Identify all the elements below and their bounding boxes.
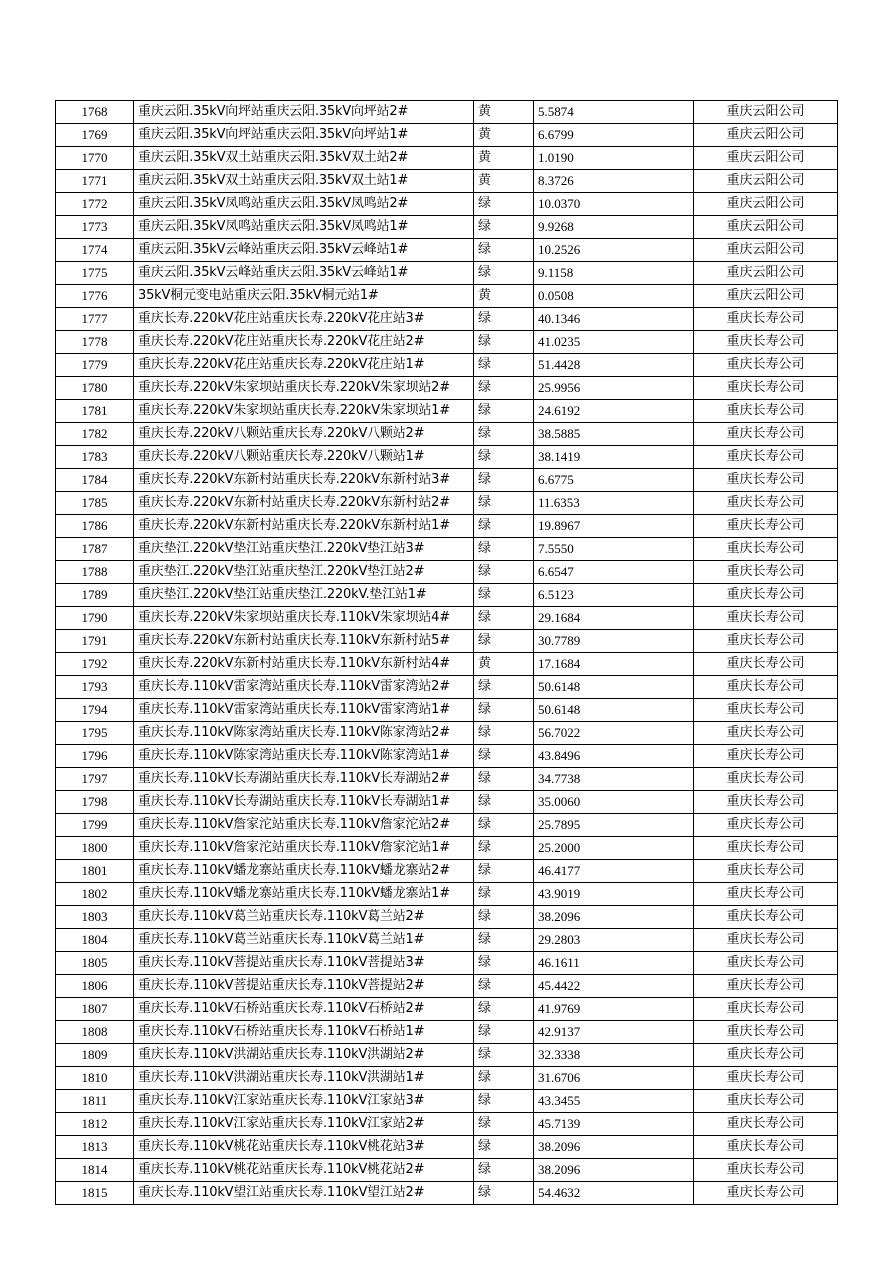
station-name-cell: 重庆云阳.35kV云峰站重庆云阳.35kV云峰站1# <box>134 239 474 262</box>
value-cell: 45.4422 <box>534 975 694 998</box>
table-row <box>56 400 838 423</box>
company-cell: 重庆长寿公司 <box>694 975 838 998</box>
color-status-cell: 绿 <box>474 538 534 561</box>
color-status-cell: 绿 <box>474 377 534 400</box>
table-row <box>56 975 838 998</box>
station-name-cell: 重庆云阳.35kV向坪站重庆云阳.35kV向坪站2# <box>134 101 474 124</box>
table-body <box>56 101 838 1205</box>
value-cell: 10.2526 <box>534 239 694 262</box>
color-status-cell: 绿 <box>474 676 534 699</box>
station-name-cell: 重庆垫江.220kV垫江站重庆垫江.220kV垫江站2# <box>134 561 474 584</box>
station-name-cell: 重庆长寿.110kV江家站重庆长寿.110kV江家站2# <box>134 1113 474 1136</box>
table-row <box>56 101 838 124</box>
row-index-cell: 1798 <box>56 791 134 814</box>
value-cell: 31.6706 <box>534 1067 694 1090</box>
row-index-cell: 1803 <box>56 906 134 929</box>
station-name-cell: 重庆长寿.220kV花庄站重庆长寿.220kV花庄站2# <box>134 331 474 354</box>
value-cell: 35.0060 <box>534 791 694 814</box>
row-index-cell: 1789 <box>56 584 134 607</box>
table-row <box>56 906 838 929</box>
station-name-cell: 重庆长寿.110kV长寿湖站重庆长寿.110kV长寿湖站2# <box>134 768 474 791</box>
value-cell: 30.7789 <box>534 630 694 653</box>
color-status-cell: 绿 <box>474 883 534 906</box>
value-cell: 19.8967 <box>534 515 694 538</box>
company-cell: 重庆长寿公司 <box>694 653 838 676</box>
table-row <box>56 492 838 515</box>
table-row <box>56 1113 838 1136</box>
company-cell: 重庆长寿公司 <box>694 722 838 745</box>
table-row <box>56 561 838 584</box>
table-row <box>56 538 838 561</box>
row-index-cell: 1813 <box>56 1136 134 1159</box>
color-status-cell: 绿 <box>474 354 534 377</box>
row-index-cell: 1807 <box>56 998 134 1021</box>
value-cell: 38.2096 <box>534 1136 694 1159</box>
row-index-cell: 1812 <box>56 1113 134 1136</box>
value-cell: 32.3338 <box>534 1044 694 1067</box>
row-index-cell: 1809 <box>56 1044 134 1067</box>
value-cell: 46.4177 <box>534 860 694 883</box>
company-cell: 重庆长寿公司 <box>694 768 838 791</box>
color-status-cell: 绿 <box>474 607 534 630</box>
color-status-cell: 绿 <box>474 791 534 814</box>
value-cell: 25.9956 <box>534 377 694 400</box>
data-table-container <box>55 100 837 1205</box>
company-cell: 重庆长寿公司 <box>694 492 838 515</box>
company-cell: 重庆长寿公司 <box>694 1021 838 1044</box>
station-name-cell: 重庆垫江.220kV垫江站重庆垫江.220kV.垫江站1# <box>134 584 474 607</box>
company-cell: 重庆长寿公司 <box>694 354 838 377</box>
station-name-cell: 重庆长寿.110kV蟠龙寨站重庆长寿.110kV蟠龙寨站1# <box>134 883 474 906</box>
station-name-cell: 重庆长寿.110kV雷家湾站重庆长寿.110kV雷家湾站2# <box>134 676 474 699</box>
table-row <box>56 423 838 446</box>
value-cell: 10.0370 <box>534 193 694 216</box>
row-index-cell: 1773 <box>56 216 134 239</box>
color-status-cell: 绿 <box>474 423 534 446</box>
row-index-cell: 1793 <box>56 676 134 699</box>
row-index-cell: 1785 <box>56 492 134 515</box>
company-cell: 重庆云阳公司 <box>694 170 838 193</box>
station-name-cell: 重庆长寿.220kV东新村站重庆长寿.110kV东新村站4# <box>134 653 474 676</box>
company-cell: 重庆长寿公司 <box>694 699 838 722</box>
company-cell: 重庆长寿公司 <box>694 791 838 814</box>
station-name-cell: 重庆云阳.35kV双土站重庆云阳.35kV双土站2# <box>134 147 474 170</box>
station-name-cell: 重庆云阳.35kV凤鸣站重庆云阳.35kV凤鸣站1# <box>134 216 474 239</box>
table-row <box>56 676 838 699</box>
table-row <box>56 216 838 239</box>
company-cell: 重庆长寿公司 <box>694 308 838 331</box>
station-name-cell: 重庆长寿.110kV蟠龙寨站重庆长寿.110kV蟠龙寨站2# <box>134 860 474 883</box>
company-cell: 重庆长寿公司 <box>694 607 838 630</box>
value-cell: 43.3455 <box>534 1090 694 1113</box>
value-cell: 41.0235 <box>534 331 694 354</box>
color-status-cell: 绿 <box>474 193 534 216</box>
company-cell: 重庆长寿公司 <box>694 446 838 469</box>
station-name-cell: 重庆长寿.220kV东新村站重庆长寿.220kV东新村站2# <box>134 492 474 515</box>
table-row <box>56 515 838 538</box>
row-index-cell: 1805 <box>56 952 134 975</box>
row-index-cell: 1794 <box>56 699 134 722</box>
color-status-cell: 绿 <box>474 1021 534 1044</box>
table-row <box>56 1182 838 1205</box>
table-row <box>56 1021 838 1044</box>
substation-data-table <box>55 100 838 1205</box>
row-index-cell: 1808 <box>56 1021 134 1044</box>
company-cell: 重庆长寿公司 <box>694 952 838 975</box>
color-status-cell: 绿 <box>474 814 534 837</box>
row-index-cell: 1811 <box>56 1090 134 1113</box>
color-status-cell: 绿 <box>474 1090 534 1113</box>
station-name-cell: 重庆长寿.220kV东新村站重庆长寿.110kV东新村站5# <box>134 630 474 653</box>
table-row <box>56 1136 838 1159</box>
station-name-cell: 重庆云阳.35kV双土站重庆云阳.35kV双土站1# <box>134 170 474 193</box>
station-name-cell: 重庆长寿.110kV洪湖站重庆长寿.110kV洪湖站1# <box>134 1067 474 1090</box>
color-status-cell: 绿 <box>474 929 534 952</box>
color-status-cell: 绿 <box>474 860 534 883</box>
company-cell: 重庆长寿公司 <box>694 630 838 653</box>
value-cell: 46.1611 <box>534 952 694 975</box>
table-row <box>56 331 838 354</box>
color-status-cell: 绿 <box>474 515 534 538</box>
value-cell: 43.8496 <box>534 745 694 768</box>
table-row <box>56 584 838 607</box>
station-name-cell: 重庆长寿.110kV桃花站重庆长寿.110kV桃花站3# <box>134 1136 474 1159</box>
company-cell: 重庆云阳公司 <box>694 239 838 262</box>
station-name-cell: 重庆长寿.220kV八颗站重庆长寿.220kV八颗站1# <box>134 446 474 469</box>
row-index-cell: 1777 <box>56 308 134 331</box>
value-cell: 6.6547 <box>534 561 694 584</box>
color-status-cell: 黄 <box>474 101 534 124</box>
station-name-cell: 重庆长寿.220kV东新村站重庆长寿.220kV东新村站1# <box>134 515 474 538</box>
company-cell: 重庆长寿公司 <box>694 1159 838 1182</box>
row-index-cell: 1772 <box>56 193 134 216</box>
company-cell: 重庆长寿公司 <box>694 1090 838 1113</box>
value-cell: 45.7139 <box>534 1113 694 1136</box>
company-cell: 重庆长寿公司 <box>694 676 838 699</box>
value-cell: 1.0190 <box>534 147 694 170</box>
color-status-cell: 绿 <box>474 331 534 354</box>
row-index-cell: 1780 <box>56 377 134 400</box>
row-index-cell: 1768 <box>56 101 134 124</box>
value-cell: 38.5885 <box>534 423 694 446</box>
table-row <box>56 147 838 170</box>
station-name-cell: 重庆长寿.110kV望江站重庆长寿.110kV望江站2# <box>134 1182 474 1205</box>
company-cell: 重庆长寿公司 <box>694 561 838 584</box>
value-cell: 5.5874 <box>534 101 694 124</box>
value-cell: 56.7022 <box>534 722 694 745</box>
station-name-cell: 重庆云阳.35kV向坪站重庆云阳.35kV向坪站1# <box>134 124 474 147</box>
color-status-cell: 绿 <box>474 699 534 722</box>
value-cell: 38.2096 <box>534 1159 694 1182</box>
value-cell: 24.6192 <box>534 400 694 423</box>
table-row <box>56 837 838 860</box>
station-name-cell: 重庆长寿.110kV詹家沱站重庆长寿.110kV詹家沱站2# <box>134 814 474 837</box>
color-status-cell: 绿 <box>474 262 534 285</box>
table-row <box>56 952 838 975</box>
station-name-cell: 重庆长寿.110kV石桥站重庆长寿.110kV石桥站2# <box>134 998 474 1021</box>
row-index-cell: 1782 <box>56 423 134 446</box>
value-cell: 6.5123 <box>534 584 694 607</box>
value-cell: 11.6353 <box>534 492 694 515</box>
color-status-cell: 绿 <box>474 446 534 469</box>
value-cell: 41.9769 <box>534 998 694 1021</box>
company-cell: 重庆长寿公司 <box>694 515 838 538</box>
station-name-cell: 重庆长寿.110kV桃花站重庆长寿.110kV桃花站2# <box>134 1159 474 1182</box>
station-name-cell: 重庆长寿.110kV葛兰站重庆长寿.110kV葛兰站1# <box>134 929 474 952</box>
table-row <box>56 170 838 193</box>
value-cell: 17.1684 <box>534 653 694 676</box>
color-status-cell: 绿 <box>474 1136 534 1159</box>
value-cell: 6.6775 <box>534 469 694 492</box>
company-cell: 重庆长寿公司 <box>694 469 838 492</box>
company-cell: 重庆云阳公司 <box>694 216 838 239</box>
table-row <box>56 193 838 216</box>
table-row <box>56 929 838 952</box>
row-index-cell: 1781 <box>56 400 134 423</box>
company-cell: 重庆长寿公司 <box>694 538 838 561</box>
table-row <box>56 124 838 147</box>
station-name-cell: 重庆长寿.220kV朱家坝站重庆长寿.110kV朱家坝站4# <box>134 607 474 630</box>
station-name-cell: 重庆长寿.220kV朱家坝站重庆长寿.220kV朱家坝站2# <box>134 377 474 400</box>
station-name-cell: 重庆长寿.220kV八颗站重庆长寿.220kV八颗站2# <box>134 423 474 446</box>
row-index-cell: 1778 <box>56 331 134 354</box>
table-row <box>56 446 838 469</box>
company-cell: 重庆长寿公司 <box>694 837 838 860</box>
company-cell: 重庆长寿公司 <box>694 377 838 400</box>
table-row <box>56 239 838 262</box>
company-cell: 重庆长寿公司 <box>694 1113 838 1136</box>
station-name-cell: 重庆云阳.35kV云峰站重庆云阳.35kV云峰站1# <box>134 262 474 285</box>
table-row <box>56 883 838 906</box>
color-status-cell: 绿 <box>474 975 534 998</box>
table-row <box>56 262 838 285</box>
station-name-cell: 重庆长寿.110kV葛兰站重庆长寿.110kV葛兰站2# <box>134 906 474 929</box>
station-name-cell: 重庆长寿.110kV陈家湾站重庆长寿.110kV陈家湾站1# <box>134 745 474 768</box>
table-row <box>56 607 838 630</box>
row-index-cell: 1790 <box>56 607 134 630</box>
company-cell: 重庆长寿公司 <box>694 883 838 906</box>
value-cell: 29.1684 <box>534 607 694 630</box>
row-index-cell: 1800 <box>56 837 134 860</box>
station-name-cell: 重庆长寿.110kV菩提站重庆长寿.110kV菩提站2# <box>134 975 474 998</box>
row-index-cell: 1792 <box>56 653 134 676</box>
station-name-cell: 重庆长寿.220kV花庄站重庆长寿.220kV花庄站3# <box>134 308 474 331</box>
table-row <box>56 1159 838 1182</box>
value-cell: 43.9019 <box>534 883 694 906</box>
row-index-cell: 1796 <box>56 745 134 768</box>
company-cell: 重庆云阳公司 <box>694 262 838 285</box>
table-row <box>56 653 838 676</box>
company-cell: 重庆长寿公司 <box>694 998 838 1021</box>
color-status-cell: 绿 <box>474 308 534 331</box>
table-row <box>56 768 838 791</box>
table-row <box>56 285 838 308</box>
table-row <box>56 308 838 331</box>
row-index-cell: 1786 <box>56 515 134 538</box>
table-row <box>56 814 838 837</box>
row-index-cell: 1774 <box>56 239 134 262</box>
color-status-cell: 绿 <box>474 239 534 262</box>
row-index-cell: 1795 <box>56 722 134 745</box>
row-index-cell: 1791 <box>56 630 134 653</box>
station-name-cell: 重庆长寿.220kV花庄站重庆长寿.220kV花庄站1# <box>134 354 474 377</box>
station-name-cell: 重庆长寿.110kV长寿湖站重庆长寿.110kV长寿湖站1# <box>134 791 474 814</box>
value-cell: 51.4428 <box>534 354 694 377</box>
table-row <box>56 860 838 883</box>
company-cell: 重庆云阳公司 <box>694 147 838 170</box>
value-cell: 54.4632 <box>534 1182 694 1205</box>
table-row <box>56 1090 838 1113</box>
station-name-cell: 重庆长寿.110kV雷家湾站重庆长寿.110kV雷家湾站1# <box>134 699 474 722</box>
row-index-cell: 1771 <box>56 170 134 193</box>
color-status-cell: 绿 <box>474 1159 534 1182</box>
row-index-cell: 1799 <box>56 814 134 837</box>
value-cell: 9.1158 <box>534 262 694 285</box>
row-index-cell: 1787 <box>56 538 134 561</box>
value-cell: 7.5550 <box>534 538 694 561</box>
value-cell: 25.2000 <box>534 837 694 860</box>
color-status-cell: 黄 <box>474 653 534 676</box>
company-cell: 重庆长寿公司 <box>694 1182 838 1205</box>
row-index-cell: 1814 <box>56 1159 134 1182</box>
table-row <box>56 699 838 722</box>
table-row <box>56 377 838 400</box>
row-index-cell: 1801 <box>56 860 134 883</box>
row-index-cell: 1779 <box>56 354 134 377</box>
company-cell: 重庆云阳公司 <box>694 101 838 124</box>
value-cell: 34.7738 <box>534 768 694 791</box>
color-status-cell: 黄 <box>474 147 534 170</box>
color-status-cell: 绿 <box>474 216 534 239</box>
table-row <box>56 1067 838 1090</box>
row-index-cell: 1804 <box>56 929 134 952</box>
company-cell: 重庆长寿公司 <box>694 1067 838 1090</box>
table-row <box>56 630 838 653</box>
table-row <box>56 1044 838 1067</box>
station-name-cell: 重庆云阳.35kV凤鸣站重庆云阳.35kV凤鸣站2# <box>134 193 474 216</box>
value-cell: 42.9137 <box>534 1021 694 1044</box>
value-cell: 9.9268 <box>534 216 694 239</box>
table-row <box>56 791 838 814</box>
color-status-cell: 绿 <box>474 630 534 653</box>
value-cell: 40.1346 <box>534 308 694 331</box>
company-cell: 重庆长寿公司 <box>694 906 838 929</box>
row-index-cell: 1775 <box>56 262 134 285</box>
company-cell: 重庆云阳公司 <box>694 193 838 216</box>
color-status-cell: 绿 <box>474 469 534 492</box>
value-cell: 6.6799 <box>534 124 694 147</box>
row-index-cell: 1769 <box>56 124 134 147</box>
company-cell: 重庆长寿公司 <box>694 331 838 354</box>
company-cell: 重庆长寿公司 <box>694 745 838 768</box>
color-status-cell: 绿 <box>474 492 534 515</box>
station-name-cell: 重庆垫江.220kV垫江站重庆垫江.220kV垫江站3# <box>134 538 474 561</box>
color-status-cell: 绿 <box>474 1182 534 1205</box>
row-index-cell: 1788 <box>56 561 134 584</box>
table-row <box>56 998 838 1021</box>
row-index-cell: 1815 <box>56 1182 134 1205</box>
station-name-cell: 重庆长寿.110kV菩提站重庆长寿.110kV菩提站3# <box>134 952 474 975</box>
value-cell: 50.6148 <box>534 699 694 722</box>
value-cell: 50.6148 <box>534 676 694 699</box>
station-name-cell: 重庆长寿.110kV陈家湾站重庆长寿.110kV陈家湾站2# <box>134 722 474 745</box>
value-cell: 0.0508 <box>534 285 694 308</box>
row-index-cell: 1776 <box>56 285 134 308</box>
company-cell: 重庆长寿公司 <box>694 1044 838 1067</box>
row-index-cell: 1784 <box>56 469 134 492</box>
value-cell: 38.2096 <box>534 906 694 929</box>
station-name-cell: 重庆长寿.110kV詹家沱站重庆长寿.110kV詹家沱站1# <box>134 837 474 860</box>
company-cell: 重庆长寿公司 <box>694 423 838 446</box>
color-status-cell: 黄 <box>474 124 534 147</box>
station-name-cell: 重庆长寿.220kV东新村站重庆长寿.220kV东新村站3# <box>134 469 474 492</box>
color-status-cell: 绿 <box>474 561 534 584</box>
color-status-cell: 绿 <box>474 1044 534 1067</box>
company-cell: 重庆长寿公司 <box>694 814 838 837</box>
value-cell: 38.1419 <box>534 446 694 469</box>
color-status-cell: 绿 <box>474 768 534 791</box>
company-cell: 重庆长寿公司 <box>694 1136 838 1159</box>
table-row <box>56 722 838 745</box>
station-name-cell: 重庆长寿.220kV朱家坝站重庆长寿.220kV朱家坝站1# <box>134 400 474 423</box>
company-cell: 重庆长寿公司 <box>694 929 838 952</box>
color-status-cell: 绿 <box>474 952 534 975</box>
row-index-cell: 1797 <box>56 768 134 791</box>
value-cell: 29.2803 <box>534 929 694 952</box>
table-row <box>56 469 838 492</box>
table-row <box>56 745 838 768</box>
row-index-cell: 1802 <box>56 883 134 906</box>
color-status-cell: 黄 <box>474 285 534 308</box>
color-status-cell: 绿 <box>474 998 534 1021</box>
color-status-cell: 绿 <box>474 837 534 860</box>
station-name-cell: 重庆长寿.110kV洪湖站重庆长寿.110kV洪湖站2# <box>134 1044 474 1067</box>
row-index-cell: 1810 <box>56 1067 134 1090</box>
row-index-cell: 1770 <box>56 147 134 170</box>
row-index-cell: 1806 <box>56 975 134 998</box>
color-status-cell: 绿 <box>474 400 534 423</box>
station-name-cell: 重庆长寿.110kV江家站重庆长寿.110kV江家站3# <box>134 1090 474 1113</box>
color-status-cell: 绿 <box>474 906 534 929</box>
company-cell: 重庆云阳公司 <box>694 285 838 308</box>
company-cell: 重庆长寿公司 <box>694 584 838 607</box>
color-status-cell: 黄 <box>474 170 534 193</box>
color-status-cell: 绿 <box>474 1113 534 1136</box>
value-cell: 8.3726 <box>534 170 694 193</box>
table-row <box>56 354 838 377</box>
color-status-cell: 绿 <box>474 722 534 745</box>
company-cell: 重庆云阳公司 <box>694 124 838 147</box>
station-name-cell: 35kV桐元变电站重庆云阳.35kV桐元站1# <box>134 285 474 308</box>
company-cell: 重庆长寿公司 <box>694 860 838 883</box>
color-status-cell: 绿 <box>474 1067 534 1090</box>
color-status-cell: 绿 <box>474 584 534 607</box>
station-name-cell: 重庆长寿.110kV石桥站重庆长寿.110kV石桥站1# <box>134 1021 474 1044</box>
company-cell: 重庆长寿公司 <box>694 400 838 423</box>
color-status-cell: 绿 <box>474 745 534 768</box>
row-index-cell: 1783 <box>56 446 134 469</box>
value-cell: 25.7895 <box>534 814 694 837</box>
